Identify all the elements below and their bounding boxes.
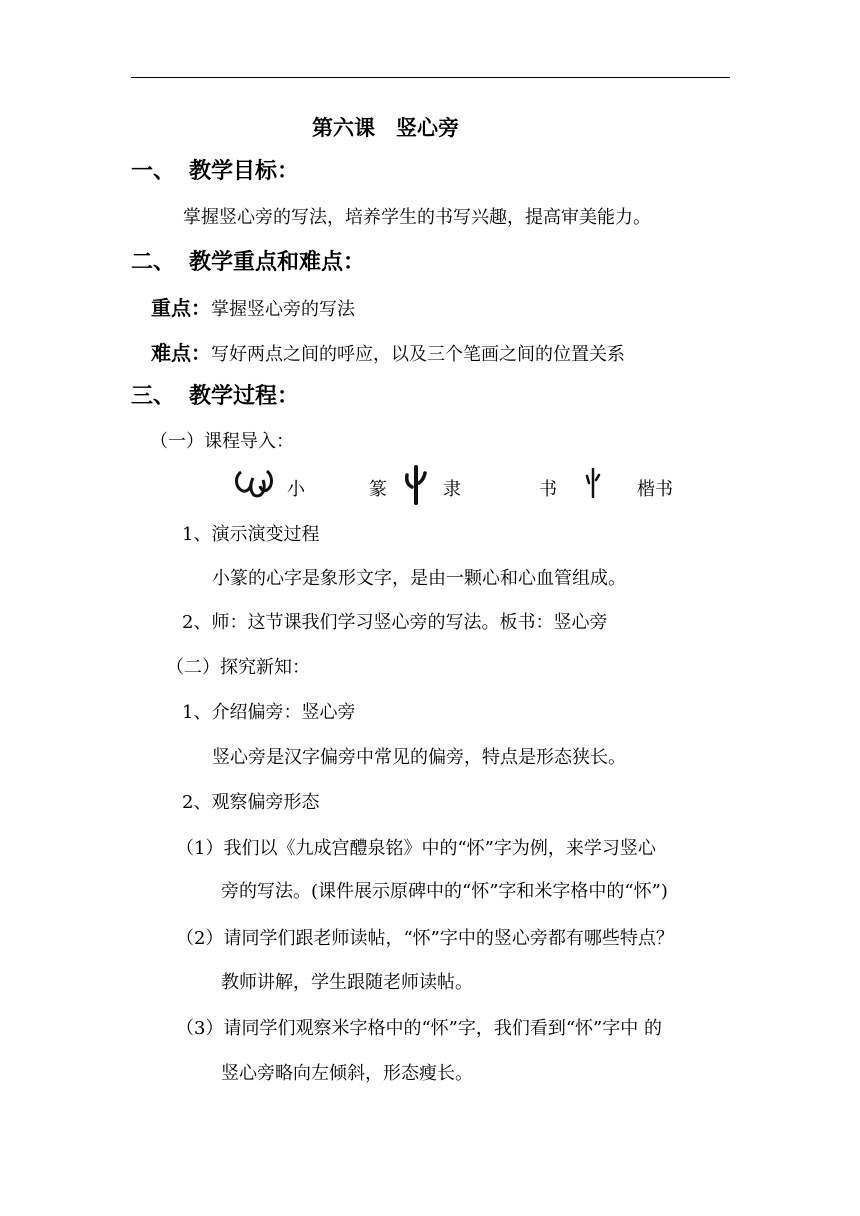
part1-item2: 2、师：这节课我们学习竖心旁的写法。板书：竖心旁 (182, 612, 608, 633)
part2-item2: 2、观察偏旁形态 (182, 792, 320, 813)
question-2-line-1: （2）请同学们跟老师读帖，“怀”字中的竖心旁都有哪些特点？ (176, 928, 674, 949)
clerical-label-char-1: 隶 (443, 479, 461, 500)
part2-heading: （二）探究新知： (166, 657, 310, 678)
lesson-title: 第六课 竖心旁 (312, 116, 459, 140)
difficulty-text: 写好两点之间的呼应，以及三个笔画之间的位置关系 (211, 344, 625, 365)
question-3-line-2: 竖心旁略向左倾斜，形态瘦长。 (221, 1063, 473, 1084)
part1-item1: 1、演示演变过程 (182, 524, 320, 545)
seal-label-char-2: 篆 (369, 479, 387, 500)
section-title: 教学过程： (189, 384, 300, 409)
section-heading-process (131, 385, 299, 409)
part2-item1: 1、介绍偏旁：竖心旁 (182, 702, 356, 723)
key-point-row (151, 296, 355, 322)
question-3-line-1: （3）请同学们观察米字格中的“怀”字，我们看到“怀”字中 的 (176, 1018, 662, 1039)
part2-item1-text: 竖心旁是汉字偏旁中常见的偏旁，特点是形态狭长。 (212, 747, 626, 768)
section-number: 二、 (131, 250, 176, 275)
seal-label-char-1: 小 (287, 479, 305, 500)
question-1-line-2: 旁的写法。(课件展示原碑中的“怀”字和米字格中的“怀”) (221, 881, 668, 902)
clerical-label-char-2: 书 (539, 479, 557, 500)
section-number: 一、 (131, 159, 176, 184)
clerical-script-xin-image (403, 465, 429, 505)
section-title: 教学目标： (189, 159, 300, 184)
section-heading-key-points (131, 251, 365, 275)
difficulty-label: 难点： (151, 341, 211, 365)
header-rule (131, 77, 730, 78)
part1-item1-text: 小篆的心字是象形文字，是由一颗心和心血管组成。 (212, 568, 626, 589)
question-1-line-1: （1）我们以《九成宫醴泉铭》中的“怀”字为例，来学习竖心 (176, 838, 656, 859)
key-point-text: 掌握竖心旁的写法 (211, 299, 355, 320)
key-point-label: 重点： (151, 296, 211, 320)
question-2-line-2: 教师讲解，学生跟随老师读帖。 (221, 972, 473, 993)
regular-script-xin-image (584, 468, 602, 498)
objective-text: 掌握竖心旁的写法，培养学生的书写兴趣，提高审美能力。 (183, 207, 651, 228)
difficulty-row (151, 341, 625, 367)
section-heading-objectives (131, 160, 299, 184)
section-number: 三、 (131, 384, 176, 409)
regular-script-label: 楷书 (637, 479, 673, 500)
seal-script-xin-image (233, 468, 275, 500)
section-title: 教学重点和难点： (189, 250, 366, 275)
part1-heading: （一）课程导入： (150, 431, 294, 452)
